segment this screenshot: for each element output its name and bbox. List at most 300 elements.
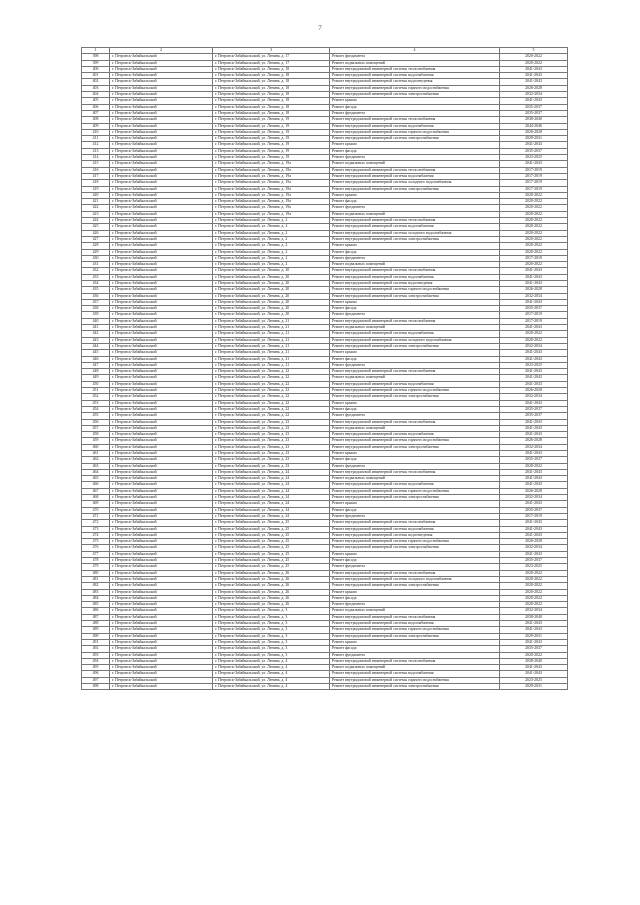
municipality-cell: г. Петровск-Забайкальский (110, 507, 213, 513)
municipality-cell: г. Петровск-Забайкальский (110, 312, 213, 318)
period-cell: 2020-2022 (500, 570, 568, 576)
address-cell: г. Петровск-Забайкальский, ул. Ленина, д. 2 (213, 230, 330, 236)
period-cell: 2041-2043 (500, 432, 568, 438)
municipality-cell: г. Петровск-Забайкальский (110, 545, 213, 551)
work-type-cell: Ремонт крыши (330, 299, 500, 305)
municipality-cell: г. Петровск-Забайкальский (110, 388, 213, 394)
work-type-cell: Ремонт фундамента (330, 205, 500, 211)
period-cell: 2041-2043 (500, 142, 568, 148)
row-number-cell: 489 (82, 627, 110, 633)
municipality-cell: г. Петровск-Забайкальский (110, 186, 213, 192)
address-cell: г. Петровск-Забайкальский, ул. Ленина, д. 21 (213, 356, 330, 362)
address-cell: г. Петровск-Забайкальский, ул. Ленина, д. 20 (213, 293, 330, 299)
address-cell: г. Петровск-Забайкальский, ул. Ленина, д. 20 (213, 287, 330, 293)
period-cell: 2020-2022 (500, 236, 568, 242)
row-number-cell: 420 (82, 192, 110, 198)
address-cell: г. Петровск-Забайкальский, ул. Ленина, д. 2 (213, 249, 330, 255)
row-number-cell: 449 (82, 375, 110, 381)
address-cell: г. Петровск-Забайкальский, ул. Ленина, д. 2 (213, 255, 330, 261)
work-type-cell: Ремонт внутридомовой инженерной системы холодного водоснабжения (330, 337, 500, 343)
municipality-cell: г. Петровск-Забайкальский (110, 205, 213, 211)
period-cell: 2017-2019 (500, 186, 568, 192)
period-cell: 2026-2028 (500, 488, 568, 494)
row-number-cell: 450 (82, 381, 110, 387)
municipality-cell: г. Петровск-Забайкальский (110, 287, 213, 293)
address-cell: г. Петровск-Забайкальский, ул. Ленина, д. 25 (213, 532, 330, 538)
work-type-cell: Ремонт внутридомовой инженерной системы холодного водоснабжения (330, 230, 500, 236)
work-type-cell: Ремонт внутридомовой инженерной системы теплоснабжения (330, 66, 500, 72)
municipality-cell: г. Петровск-Забайкальский (110, 639, 213, 645)
municipality-cell: г. Петровск-Забайкальский (110, 469, 213, 475)
row-number-cell: 445 (82, 350, 110, 356)
municipality-cell: г. Петровск-Забайкальский (110, 136, 213, 142)
municipality-cell: г. Петровск-Забайкальский (110, 652, 213, 658)
work-type-cell: Ремонт фасада (330, 104, 500, 110)
work-type-cell: Ремонт фундамента (330, 362, 500, 368)
address-cell: г. Петровск-Забайкальский, ул. Ленина, д. 22 (213, 394, 330, 400)
municipality-cell: г. Петровск-Забайкальский (110, 419, 213, 425)
address-cell: г. Петровск-Забайкальский, ул. Ленина, д. 21 (213, 343, 330, 349)
row-number-cell: 401 (82, 73, 110, 79)
municipality-cell: г. Петровск-Забайкальский (110, 243, 213, 249)
work-type-cell: Ремонт подвальных помещений (330, 161, 500, 167)
row-number-cell: 426 (82, 230, 110, 236)
address-cell: г. Петровск-Забайкальский, ул. Ленина, д. 4 (213, 683, 330, 689)
municipality-cell: г. Петровск-Забайкальский (110, 85, 213, 91)
row-number-cell: 455 (82, 413, 110, 419)
work-type-cell: Ремонт внутридомовой инженерной системы водоотведения (330, 79, 500, 85)
row-number-cell: 453 (82, 400, 110, 406)
work-type-cell: Ремонт внутридомовой инженерной системы электроснабжения (330, 343, 500, 349)
address-cell: г. Петровск-Забайкальский, ул. Ленина, д. 19а (213, 205, 330, 211)
municipality-cell: г. Петровск-Забайкальский (110, 199, 213, 205)
period-cell: 2041-2043 (500, 451, 568, 457)
address-cell: г. Петровск-Забайкальский, ул. Ленина, д. 24 (213, 476, 330, 482)
period-cell: 2032-2034 (500, 394, 568, 400)
work-type-cell: Ремонт фундамента (330, 513, 500, 519)
work-type-cell: Ремонт крыши (330, 589, 500, 595)
row-number-cell: 460 (82, 444, 110, 450)
period-cell: 2041-2043 (500, 375, 568, 381)
row-number-cell: 410 (82, 129, 110, 135)
address-cell: г. Петровск-Забайкальский, ул. Ленина, д. 18 (213, 98, 330, 104)
municipality-cell: г. Петровск-Забайкальский (110, 576, 213, 582)
row-number-cell: 476 (82, 545, 110, 551)
row-number-cell: 415 (82, 161, 110, 167)
work-type-cell: Ремонт внутридомовой инженерной системы водоснабжения (330, 123, 500, 129)
work-type-cell: Ремонт крыши (330, 639, 500, 645)
work-type-cell: Ремонт фасада (330, 507, 500, 513)
address-cell: г. Петровск-Забайкальский, ул. Ленина, д. 20 (213, 274, 330, 280)
address-cell: г. Петровск-Забайкальский, ул. Ленина, д. 23 (213, 463, 330, 469)
work-type-cell: Ремонт внутридомовой инженерной системы теплоснабжения (330, 369, 500, 375)
municipality-cell: г. Петровск-Забайкальский (110, 230, 213, 236)
municipality-cell: г. Петровск-Забайкальский (110, 614, 213, 620)
period-cell: 2026-2028 (500, 129, 568, 135)
address-cell: г. Петровск-Забайкальский, ул. Ленина, д. 18 (213, 110, 330, 116)
municipality-cell: г. Петровск-Забайкальский (110, 343, 213, 349)
municipality-cell: г. Петровск-Забайкальский (110, 438, 213, 444)
address-cell: г. Петровск-Забайкальский, ул. Ленина, д. 25 (213, 564, 330, 570)
work-type-cell: Ремонт фасада (330, 148, 500, 154)
row-number-cell: 492 (82, 646, 110, 652)
period-cell: 2041-2043 (500, 639, 568, 645)
period-cell: 2035-2037 (500, 558, 568, 564)
period-cell: 2020-2022 (500, 337, 568, 343)
period-cell: 2041-2043 (500, 299, 568, 305)
work-type-cell: Ремонт внутридомовой инженерной системы теплоснабжения (330, 469, 500, 475)
row-number-cell: 498 (82, 683, 110, 689)
municipality-cell: г. Петровск-Забайкальский (110, 501, 213, 507)
row-number-cell: 484 (82, 595, 110, 601)
work-type-cell: Ремонт фасада (330, 249, 500, 255)
period-cell: 2041-2043 (500, 482, 568, 488)
municipality-cell: г. Петровск-Забайкальский (110, 564, 213, 570)
period-cell: 2041-2043 (500, 268, 568, 274)
row-number-cell: 483 (82, 589, 110, 595)
municipality-cell: г. Петровск-Забайкальский (110, 123, 213, 129)
period-cell: 2032-2034 (500, 343, 568, 349)
municipality-cell: г. Петровск-Забайкальский (110, 306, 213, 312)
work-type-cell: Ремонт фундамента (330, 602, 500, 608)
period-cell: 2041-2043 (500, 526, 568, 532)
column-header-municipality: 2 (110, 48, 213, 54)
address-cell: г. Петровск-Забайкальский, ул. Ленина, д. 26 (213, 570, 330, 576)
row-number-cell: 493 (82, 652, 110, 658)
municipality-cell: г. Петровск-Забайкальский (110, 161, 213, 167)
period-cell: 2032-2034 (500, 293, 568, 299)
municipality-cell: г. Петровск-Забайкальский (110, 558, 213, 564)
municipality-cell: г. Петровск-Забайкальский (110, 413, 213, 419)
municipality-cell: г. Петровск-Забайкальский (110, 293, 213, 299)
municipality-cell: г. Петровск-Забайкальский (110, 513, 213, 519)
row-number-cell: 490 (82, 633, 110, 639)
address-cell: г. Петровск-Забайкальский, ул. Ленина, д. 22 (213, 413, 330, 419)
municipality-cell: г. Петровск-Забайкальский (110, 621, 213, 627)
work-type-cell: Ремонт фасада (330, 356, 500, 362)
period-cell: 2032-2034 (500, 545, 568, 551)
work-type-cell: Ремонт подвальных помещений (330, 476, 500, 482)
work-type-cell: Ремонт внутридомовой инженерной системы горячего водоснабжения (330, 627, 500, 633)
address-cell: г. Петровск-Забайкальский, ул. Ленина, д. 19 (213, 117, 330, 123)
work-type-cell: Ремонт внутридомовой инженерной системы теплоснабжения (330, 419, 500, 425)
municipality-cell: г. Петровск-Забайкальский (110, 683, 213, 689)
work-type-cell: Ремонт внутридомовой инженерной системы теплоснабжения (330, 614, 500, 620)
work-type-cell: Ремонт фундамента (330, 110, 500, 116)
row-number-cell: 463 (82, 463, 110, 469)
municipality-cell: г. Петровск-Забайкальский (110, 394, 213, 400)
period-cell: 2041-2043 (500, 161, 568, 167)
work-type-cell: Ремонт внутридомовой инженерной системы электроснабжения (330, 545, 500, 551)
work-type-cell: Ремонт подвальных помещений (330, 425, 500, 431)
municipality-cell: г. Петровск-Забайкальский (110, 73, 213, 79)
work-type-cell: Ремонт внутридомовой инженерной системы водоснабжения (330, 274, 500, 280)
row-number-cell: 437 (82, 299, 110, 305)
row-number-cell: 432 (82, 268, 110, 274)
municipality-cell: г. Петровск-Забайкальский (110, 432, 213, 438)
period-cell: 2041-2043 (500, 98, 568, 104)
period-cell: 2041-2043 (500, 274, 568, 280)
work-type-cell: Ремонт внутридомовой инженерной системы электроснабжения (330, 394, 500, 400)
address-cell: г. Петровск-Забайкальский, ул. Ленина, д. 19а (213, 161, 330, 167)
address-cell: г. Петровск-Забайкальский, ул. Ленина, д. 17 (213, 54, 330, 60)
municipality-cell: г. Петровск-Забайкальский (110, 211, 213, 217)
address-cell: г. Петровск-Забайкальский, ул. Ленина, д. 22 (213, 369, 330, 375)
address-cell: г. Петровск-Забайкальский, ул. Ленина, д. 20 (213, 280, 330, 286)
address-cell: г. Петровск-Забайкальский, ул. Ленина, д. 24 (213, 507, 330, 513)
row-number-cell: 480 (82, 570, 110, 576)
period-cell: 2041-2043 (500, 381, 568, 387)
row-number-cell: 447 (82, 362, 110, 368)
address-cell: г. Петровск-Забайкальский, ул. Ленина, д. 23 (213, 432, 330, 438)
municipality-cell: г. Петровск-Забайкальский (110, 350, 213, 356)
row-number-cell: 467 (82, 488, 110, 494)
work-type-cell: Ремонт внутридомовой инженерной системы горячего водоснабжения (330, 129, 500, 135)
municipality-cell: г. Петровск-Забайкальский (110, 495, 213, 501)
work-type-cell: Ремонт внутридомовой инженерной системы теплоснабжения (330, 570, 500, 576)
address-cell: г. Петровск-Забайкальский, ул. Ленина, д. 23 (213, 425, 330, 431)
row-number-cell: 497 (82, 677, 110, 683)
municipality-cell: г. Петровск-Забайкальский (110, 488, 213, 494)
page-number: 7 (318, 24, 322, 32)
period-cell: 2026-2028 (500, 287, 568, 293)
work-type-cell: Ремонт внутридомовой инженерной системы теплоснабжения (330, 318, 500, 324)
row-number-cell: 481 (82, 576, 110, 582)
row-number-cell: 406 (82, 104, 110, 110)
municipality-cell: г. Петровск-Забайкальский (110, 595, 213, 601)
address-cell: г. Петровск-Забайкальский, ул. Ленина, д. 2 (213, 218, 330, 224)
municipality-cell: г. Петровск-Забайкальский (110, 155, 213, 161)
address-cell: г. Петровск-Забайкальский, ул. Ленина, д. 18 (213, 73, 330, 79)
address-cell: г. Петровск-Забайкальский, ул. Ленина, д. 18 (213, 104, 330, 110)
row-number-cell: 412 (82, 142, 110, 148)
work-type-cell: Ремонт внутридомовой инженерной системы водоотведения (330, 532, 500, 538)
row-number-cell: 400 (82, 66, 110, 72)
work-type-cell: Ремонт внутридомовой инженерной системы электроснабжения (330, 136, 500, 142)
work-type-cell: Ремонт крыши (330, 501, 500, 507)
period-cell: 2020-2022 (500, 576, 568, 582)
period-cell: 2032-2034 (500, 608, 568, 614)
address-cell: г. Петровск-Забайкальский, ул. Ленина, д. 26 (213, 595, 330, 601)
work-type-cell: Ремонт крыши (330, 192, 500, 198)
municipality-cell: г. Петровск-Забайкальский (110, 117, 213, 123)
row-number-cell: 416 (82, 167, 110, 173)
municipality-cell: г. Петровск-Забайкальский (110, 129, 213, 135)
work-type-cell: Ремонт внутридомовой инженерной системы водоснабжения (330, 331, 500, 337)
period-cell: 2029-2031 (500, 136, 568, 142)
column-header-address: 3 (213, 48, 330, 54)
period-cell: 2020-2022 (500, 205, 568, 211)
period-cell: 2020-2022 (500, 243, 568, 249)
work-type-cell: Ремонт внутридомовой инженерной системы теплоснабжения (330, 520, 500, 526)
address-cell: г. Петровск-Забайкальский, ул. Ленина, д. 17 (213, 60, 330, 66)
work-type-cell: Ремонт внутридомовой инженерной системы электроснабжения (330, 293, 500, 299)
municipality-cell: г. Петровск-Забайкальский (110, 167, 213, 173)
address-cell: г. Петровск-Забайкальский, ул. Ленина, д. 3 (213, 639, 330, 645)
row-number-cell: 428 (82, 243, 110, 249)
address-cell: г. Петровск-Забайкальский, ул. Ленина, д. 23 (213, 438, 330, 444)
period-cell: 2020-2022 (500, 218, 568, 224)
row-number-cell: 440 (82, 318, 110, 324)
row-number-cell: 434 (82, 280, 110, 286)
row-number-cell: 418 (82, 180, 110, 186)
period-cell: 2029-2031 (500, 633, 568, 639)
work-type-cell: Ремонт фасада (330, 306, 500, 312)
address-cell: г. Петровск-Забайкальский, ул. Ленина, д. 19 (213, 123, 330, 129)
column-header-period: 5 (500, 48, 568, 54)
row-number-cell: 398 (82, 54, 110, 60)
work-type-cell: Ремонт внутридомовой инженерной системы теплоснабжения (330, 117, 500, 123)
period-cell: 2041-2043 (500, 419, 568, 425)
municipality-cell: г. Петровск-Забайкальский (110, 375, 213, 381)
work-type-cell: Ремонт фундамента (330, 564, 500, 570)
period-cell: 2035-2037 (500, 148, 568, 154)
period-cell: 2041-2043 (500, 520, 568, 526)
row-number-cell: 451 (82, 388, 110, 394)
municipality-cell: г. Петровск-Забайкальский (110, 92, 213, 98)
period-cell: 2038-2040 (500, 117, 568, 123)
period-cell: 2020-2022 (500, 60, 568, 66)
address-cell: г. Петровск-Забайкальский, ул. Ленина, д. 21 (213, 337, 330, 343)
municipality-cell: г. Петровск-Забайкальский (110, 337, 213, 343)
row-number-cell: 419 (82, 186, 110, 192)
municipality-cell: г. Петровск-Забайкальский (110, 110, 213, 116)
municipality-cell: г. Петровск-Забайкальский (110, 173, 213, 179)
row-number-cell: 448 (82, 369, 110, 375)
address-cell: г. Петровск-Забайкальский, ул. Ленина, д. 22 (213, 406, 330, 412)
municipality-cell: г. Петровск-Забайкальский (110, 646, 213, 652)
municipality-cell: г. Петровск-Забайкальский (110, 318, 213, 324)
address-cell: г. Петровск-Забайкальский, ул. Ленина, д. 19а (213, 173, 330, 179)
address-cell: г. Петровск-Забайкальский, ул. Ленина, д. 24 (213, 513, 330, 519)
row-number-cell: 413 (82, 148, 110, 154)
period-cell: 2041-2043 (500, 356, 568, 362)
municipality-cell: г. Петровск-Забайкальский (110, 331, 213, 337)
municipality-cell: г. Петровск-Забайкальский (110, 457, 213, 463)
period-cell: 2035-2037 (500, 507, 568, 513)
work-type-cell: Ремонт подвальных помещений (330, 608, 500, 614)
work-type-cell: Ремонт внутридомовой инженерной системы водоснабжения (330, 526, 500, 532)
work-type-cell: Ремонт внутридомовой инженерной системы электроснабжения (330, 583, 500, 589)
period-cell: 2020-2022 (500, 331, 568, 337)
period-cell: 2023-2025 (500, 362, 568, 368)
address-cell: г. Петровск-Забайкальский, ул. Ленина, д. 24 (213, 495, 330, 501)
row-number-cell: 470 (82, 507, 110, 513)
table-row (82, 683, 568, 689)
municipality-cell: г. Петровск-Забайкальский (110, 98, 213, 104)
work-type-cell: Ремонт внутридомовой инженерной системы водоснабжения (330, 671, 500, 677)
period-cell: 2020-2022 (500, 652, 568, 658)
municipality-cell: г. Петровск-Забайкальский (110, 451, 213, 457)
period-cell: 2020-2022 (500, 602, 568, 608)
period-cell: 2041-2043 (500, 501, 568, 507)
address-cell: г. Петровск-Забайкальский, ул. Ленина, д. 2 (213, 262, 330, 268)
row-number-cell: 461 (82, 451, 110, 457)
row-number-cell: 494 (82, 658, 110, 664)
municipality-cell: г. Петровск-Забайкальский (110, 526, 213, 532)
work-type-cell: Ремонт внутридомовой инженерной системы водоотведения (330, 280, 500, 286)
address-cell: г. Петровск-Забайкальский, ул. Ленина, д. 24 (213, 482, 330, 488)
row-number-cell: 405 (82, 98, 110, 104)
period-cell: 2038-2040 (500, 658, 568, 664)
period-cell: 2020-2022 (500, 211, 568, 217)
municipality-cell: г. Петровск-Забайкальский (110, 60, 213, 66)
address-cell: г. Петровск-Забайкальский, ул. Ленина, д. 25 (213, 539, 330, 545)
work-type-cell: Ремонт внутридомовой инженерной системы водоснабжения (330, 432, 500, 438)
municipality-cell: г. Петровск-Забайкальский (110, 551, 213, 557)
period-cell: 2041-2043 (500, 280, 568, 286)
period-cell: 2032-2034 (500, 92, 568, 98)
work-type-cell: Ремонт фасада (330, 406, 500, 412)
row-number-cell: 475 (82, 539, 110, 545)
period-cell: 2020-2022 (500, 595, 568, 601)
address-cell: г. Петровск-Забайкальский, ул. Ленина, д. 25 (213, 545, 330, 551)
address-cell: г. Петровск-Забайкальский, ул. Ленина, д. 21 (213, 362, 330, 368)
work-type-cell: Ремонт внутридомовой инженерной системы горячего водоснабжения (330, 488, 500, 494)
row-number-cell: 424 (82, 218, 110, 224)
work-type-cell: Ремонт фасада (330, 199, 500, 205)
municipality-cell: г. Петровск-Забайкальский (110, 104, 213, 110)
work-type-cell: Ремонт внутридомовой инженерной системы водоснабжения (330, 224, 500, 230)
work-type-cell: Ремонт крыши (330, 98, 500, 104)
row-number-cell: 478 (82, 558, 110, 564)
address-cell: г. Петровск-Забайкальский, ул. Ленина, д. 23 (213, 419, 330, 425)
municipality-cell: г. Петровск-Забайкальский (110, 671, 213, 677)
row-number-cell: 446 (82, 356, 110, 362)
address-cell: г. Петровск-Забайкальский, ул. Ленина, д. 24 (213, 488, 330, 494)
work-type-cell: Ремонт крыши (330, 551, 500, 557)
row-number-cell: 468 (82, 495, 110, 501)
municipality-cell: г. Петровск-Забайкальский (110, 633, 213, 639)
capital-repair-table (81, 47, 568, 690)
address-cell: г. Петровск-Забайкальский, ул. Ленина, д. 19а (213, 192, 330, 198)
period-cell: 2038-2040 (500, 614, 568, 620)
address-cell: г. Петровск-Забайкальский, ул. Ленина, д. 4 (213, 671, 330, 677)
row-number-cell: 443 (82, 337, 110, 343)
row-number-cell: 403 (82, 85, 110, 91)
work-type-cell: Ремонт внутридомовой инженерной системы водоснабжения (330, 621, 500, 627)
address-cell: г. Петровск-Забайкальский, ул. Ленина, д. 22 (213, 381, 330, 387)
column-header-number: 1 (82, 48, 110, 54)
row-number-cell: 479 (82, 564, 110, 570)
work-type-cell: Ремонт фасада (330, 595, 500, 601)
row-number-cell: 429 (82, 249, 110, 255)
row-number-cell: 408 (82, 117, 110, 123)
work-type-cell: Ремонт подвальных помещений (330, 211, 500, 217)
row-number-cell: 491 (82, 639, 110, 645)
work-type-cell: Ремонт фундамента (330, 312, 500, 318)
period-cell: 2026-2028 (500, 438, 568, 444)
address-cell: г. Петровск-Забайкальский, ул. Ленина, д. 19а (213, 186, 330, 192)
period-cell: 2041-2043 (500, 425, 568, 431)
row-number-cell: 430 (82, 255, 110, 261)
work-type-cell: Ремонт внутридомовой инженерной системы горячего водоснабжения (330, 388, 500, 394)
municipality-cell: г. Петровск-Забайкальский (110, 325, 213, 331)
address-cell: г. Петровск-Забайкальский, ул. Ленина, д. 19а (213, 199, 330, 205)
municipality-cell: г. Петровск-Забайкальский (110, 66, 213, 72)
work-type-cell: Ремонт крыши (330, 142, 500, 148)
municipality-cell: г. Петровск-Забайкальский (110, 268, 213, 274)
municipality-cell: г. Петровск-Забайкальский (110, 602, 213, 608)
work-type-cell: Ремонт подвальных помещений (330, 60, 500, 66)
address-cell: г. Петровск-Забайкальский, ул. Ленина, д. 25 (213, 558, 330, 564)
row-number-cell: 442 (82, 331, 110, 337)
address-cell: г. Петровск-Забайкальский, ул. Ленина, д. 21 (213, 331, 330, 337)
period-cell: 2035-2037 (500, 306, 568, 312)
address-cell: г. Петровск-Забайкальский, ул. Ленина, д. 22 (213, 400, 330, 406)
row-number-cell: 409 (82, 123, 110, 129)
period-cell: 2035-2037 (500, 110, 568, 116)
